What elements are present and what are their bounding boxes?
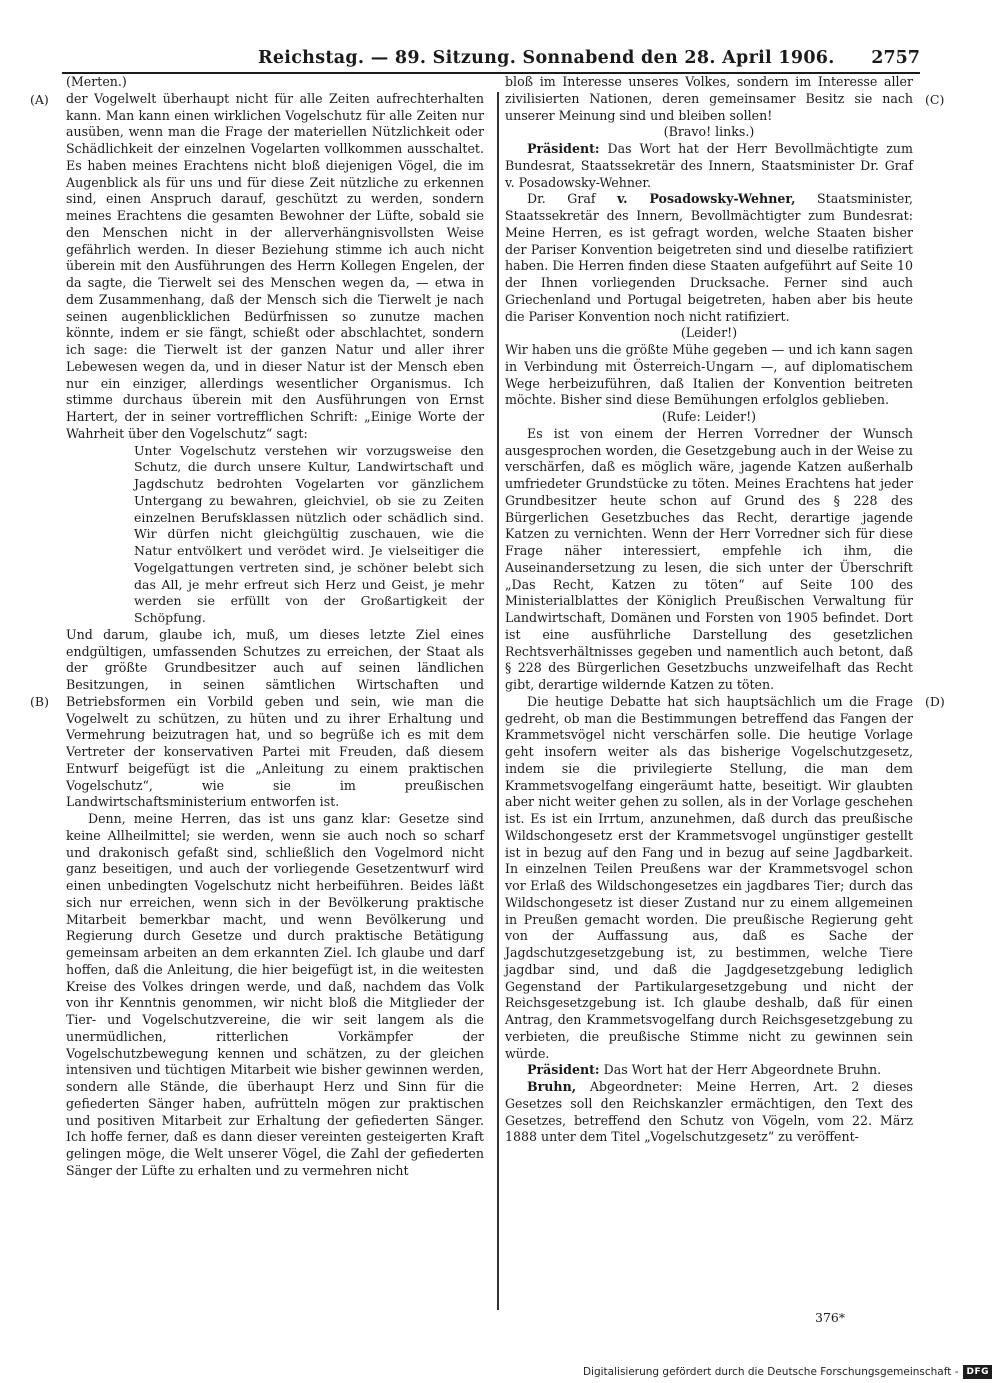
margin-marker-c: (C) bbox=[925, 92, 945, 107]
margin-marker-b: (B) bbox=[30, 694, 49, 709]
president-remark bbox=[505, 141, 913, 191]
column-divider bbox=[497, 92, 499, 1310]
paragraph: Die heutige Debatte hat sich hauptsächlich um die Frage gedreht, ob man die Bestimmungen betreffend das Fangen der Krammetsvögel nicht verschärfen solle. Die heutige Vorlage geht insofern weiter als das bisherige Vogelschutzgesetz, indem sie die privilegierte Stellung, die man dem Krammetsvogelfang eingeräumt hatte, beseitigt. Wir glaubten aber nicht weiter gehen zu sollen, als in der Vorlage geschehen ist. Es ist ein Irrtum, anzunehmen, daß durch das preußische Wildschongesetz erst der Krammetsvogel ungünstiger gestellt ist in bezug auf den Fang und in bezug auf seine Jagdbarkeit. In einzelnen Teilen Preußens war der Krammetsvogel schon vor Erlaß des Wildschongesetzes ein jagdbares Tier; durch das Wildschongesetz ist dieser Zustand nur zu einem allgemeinen in Preußen gemacht worden. Die preußische Regierung geht von der Auffassung aus, daß es Sache der Jagdschutzgesetzgebung ist, zu bestimmen, welche Tiere jagdbar sind, und daß die Jagdgesetzgebung lediglich Gegenstand der Partikulargesetzgebung und nicht der Reichsgesetzgebung ist. Ich glaube deshalb, daß für einen Antrag, den Krammetsvogelfang durch Reichsgesetzgebung zu verbieten, die preußische Stimme nicht zu gewinnen sein würde. bbox=[505, 693, 913, 1061]
paragraph: Denn, meine Herren, das ist uns ganz klar: Gesetze sind keine Allheilmittel; sie werden, wenn sie auch noch so scharf und drakonisch gefaßt sind, schließlich den Vogelmord nicht ganz beseitigen, und auch der vorliegende Gesetzentwurf wird einen unbedingten Vogelschutz nicht herbeiführen. Beides läßt sich nur erreichen, wenn sich in der Bevölkerung praktische Mitarbeit bemerkbar macht, und wenn Bevölkerung und Regierung durch Gesetze und durch praktische Betätigung gemeinsam arbeiten an dem erkannten Ziel. Ich glaube und darf hoffen, daß die Anleitung, die hier beigefügt ist, in die weitesten Kreise des Volkes dringen werde, und daß, nachdem das Volk von ihr Kenntnis genommen, wir nicht bloß die Mitglieder der Tier- und Vogelschutzvereine, die wir seit langem als die unermüdlichen, ritterlichen Vorkämpfer der Vogelschutzbewegung kennen und schätzen, zu der gleichen intensiven und tüchtigen Mitarbeit wie bisher gewinnen werden, sondern alle Stände, die überhaupt Herz und Sinn für die gefiederten Sänger haben, aufrütteln mögen zur praktischen und positiven Mitarbeit zur Erhaltung der gefiederten Sänger. Ich hoffe ferner, daß es dann dieser vereinten gesteigerten Kraft gelingen möge, die Welt unserer Vögel, die Zahl der gefiederten Sänger der Lüfte zu erhalten und zu vermehren nicht bbox=[66, 811, 484, 1178]
speaker-label: Präsident: bbox=[527, 1062, 600, 1078]
speech-opening bbox=[505, 1079, 913, 1146]
paragraph: Es ist von einem der Herren Vorredner der Wunsch ausgesprochen worden, die Gesetzgebung auch in der Weise zu verschärfen, daß es möglich wäre, jagende Katzen außerhalb umfriedeter Grundstücke zu töten. Meines Erachtens hat jeder Grundbesitzer heute schon auf Grund des § 228 des Bürgerlichen Gesetzbuches das Recht, derartige jagende Katzen zu vernichten. Wenn der Herr Vorredner sich für diese Frage näher interessiert, empfehle ich ihm, die Auseinandersetzung zu lesen, die sich unter der Überschrift „Das Recht, Katzen zu töten“ auf Seite 100 des Ministerialblattes der Königlich Preußischen Verwaltung für Landwirtschaft, Domänen und Forsten von 1905 befindet. Dort ist eine ausführliche Darstellung des gesetzlichen Rechtsverhältnisses gegeben und namentlich auch betont, daß § 228 des Bürgerlichen Gesetzbuchs unzweifelhaft das Recht gibt, derartige wildernde Katzen zu töten. bbox=[505, 425, 913, 692]
running-title: Reichstag. — 89. Sitzung. Sonnabend den 28. April 1906. bbox=[258, 48, 835, 68]
remark-text: Das Wort hat der Herr Bevollmächtigte zum Bundesrat, Staatssekretär des Innern, Staatsminister Dr. Graf v. Posadowsky-Wehner. bbox=[505, 141, 913, 190]
page-header bbox=[62, 46, 920, 70]
footer-text: Digitalisierung gefördert durch die Deutsche Forschungsgemeinschaft - bbox=[582, 1366, 959, 1378]
remark-text: Das Wort hat der Herr Abgeordnete Bruhn. bbox=[603, 1062, 882, 1078]
interjection: (Bravo! links.) bbox=[663, 124, 755, 140]
speech-text: Staatsminister, Staatssekretär des Innern, Bevollmächtigter zum Bundesrat: Meine Herren, es ist gefragt worden, welche Staaten bisher der Pariser Konvention beigetreten sind und dieselbe ratifiziert haben. Die Herren finden diese Staaten aufgeführt auf Seite 10 der Ihnen vorliegenden Drucksache. Ferner sind auch Griechenland und Portugal beigetreten, haben aber bis heute die Pariser Konvention noch nicht ratifiziert. bbox=[505, 191, 913, 324]
paragraph: der Vogelwelt überhaupt nicht für alle Zeiten aufrechterhalten kann. Man kann einen wirklichen Vogelschutz für alle Zeiten nur ausüben, wenn man die Frage der materiellen Nützlichkeit oder Schädlichkeit der einzelnen Vogelarten vollkommen ausschaltet. Es haben meines Erachtens nicht bloß diejenigen Vögel, die im Augenblick als für uns und für diese Zeit nützliche zu erkennen sind, einen Anspruch darauf, geschützt zu werden, sondern meines Erachtens die gesamten Bewohner der Lüfte, sobald sie den Menschen nicht in der allerverhängnisvollsten Weise gefährlich werden. In dieser Beziehung stimme ich auch nicht überein mit den Ausführungen des Herrn Kollegen Engelen, der da sagte, die Tierwelt sei des Menschen wegen da, — etwa in dem Zusammenhang, daß der Mensch sich die Tierwelt je nach seinen augenblicklichen Bedürfnissen so zunutze machen könnte, indem er sie fängt, schießt oder abschlachtet, sondern ich sage: die Tierwelt ist der ganzen Natur und aller ihrer Lebewesen wegen da, und in dieser Natur ist der Mensch eben nur ein einziger, allerdings wesentlicher Organismus. Ich stimme durchaus überein mit den Ausführungen von Ernst Hartert, der in seiner vortrefflichen Schrift: „Einige Worte der Wahrheit über den Vogelschutz“ sagt: bbox=[66, 90, 484, 441]
block-quote: Unter Vogelschutz verstehen wir vorzugsweise den Schutz, die durch unsere Kultur, Landwirtschaft und Jagdschutz bedrohten Vogelarten vor gänzlichem Untergang zu bewahren, gleichviel, ob sie zu Zeiten einzelnen Berufsklassen nützlich oder schädlich sind. Wir dürfen nicht gleichgültig zuschauen, wie die Natur entvölkert und verödet wird. Je vielseitiger die Vogelgattungen vertreten sind, je schöner belebt sich das All, je mehr erfreut sich Herz und Geist, je mehr werden sie erfüllt von der Großartigkeit der Schöpfung. bbox=[134, 442, 484, 625]
right-column bbox=[505, 74, 913, 1146]
speaker-tag: (Merten.) bbox=[66, 74, 127, 89]
paragraph: bloß im Interesse unseres Volkes, sondern im Interesse aller zivilisierten Nationen, deren gemeinsamer Besitz sie nach unserer Meinung sind und bleiben sollen! bbox=[505, 74, 913, 123]
left-column bbox=[66, 74, 484, 1180]
speaker-name: Bruhn, bbox=[527, 1079, 577, 1094]
digitization-footer bbox=[583, 1365, 992, 1379]
speaker-name: v. Posadowsky-Wehner, bbox=[617, 191, 796, 207]
margin-marker-d: (D) bbox=[925, 694, 945, 709]
interjection: (Rufe: Leider!) bbox=[661, 409, 757, 424]
president-remark bbox=[505, 1062, 913, 1079]
speaker-label: Präsident: bbox=[527, 141, 600, 156]
paragraph: Wir haben uns die größte Mühe gegeben — und ich kann sagen in Verbindung mit Österreich-Ungarn —, auf diplomatischem Wege herbeizuführen, daß Italien der Konvention beitreten möchte. Bisher sind diese Bemühungen erfolglos geblieben. bbox=[505, 342, 913, 408]
speech-text: Abgeordneter: Meine Herren, Art. 2 dieses Gesetzes soll den Reichskanzler ermächtigen, den Text des Gesetzes, betreffend den Schutz von Vögeln, vom 22. März 1888 unter dem Titel „Vogelschutzgesetz“ zu veröffent- bbox=[505, 1079, 913, 1145]
signature-mark: 376* bbox=[815, 1310, 846, 1325]
interjection: (Leider!) bbox=[680, 325, 738, 341]
speaker-prefix: Dr. Graf bbox=[527, 191, 596, 207]
page-number: 2757 bbox=[871, 48, 920, 68]
dfg-logo-icon: DFG bbox=[963, 1365, 992, 1379]
paragraph: Und darum, glaube ich, muß, um dieses letzte Ziel eines endgültigen, umfassenden Schutzes zu erreichen, der Staat als der größte Grundbesitzer auch auf seinen ländlichen Besitzungen, in seinen sämtlichen Wirtschaften und Betriebsformen ein Vorbild geben und sein, wie man die Vogelwelt zu schützen, zu hüten und zu ihrer Erhaltung und Vermehrung beizutragen hat, und so begrüße ich es mit dem Vertreter der konservativen Partei mit Freuden, daß diesem Entwurf beigefügt ist die „Anleitung zu einem praktischen Vogelschutz“, wie sie im preußischen Landwirtschaftsministerium entworfen ist. bbox=[66, 626, 484, 810]
margin-marker-a: (A) bbox=[30, 92, 49, 107]
speech-opening bbox=[505, 191, 913, 325]
